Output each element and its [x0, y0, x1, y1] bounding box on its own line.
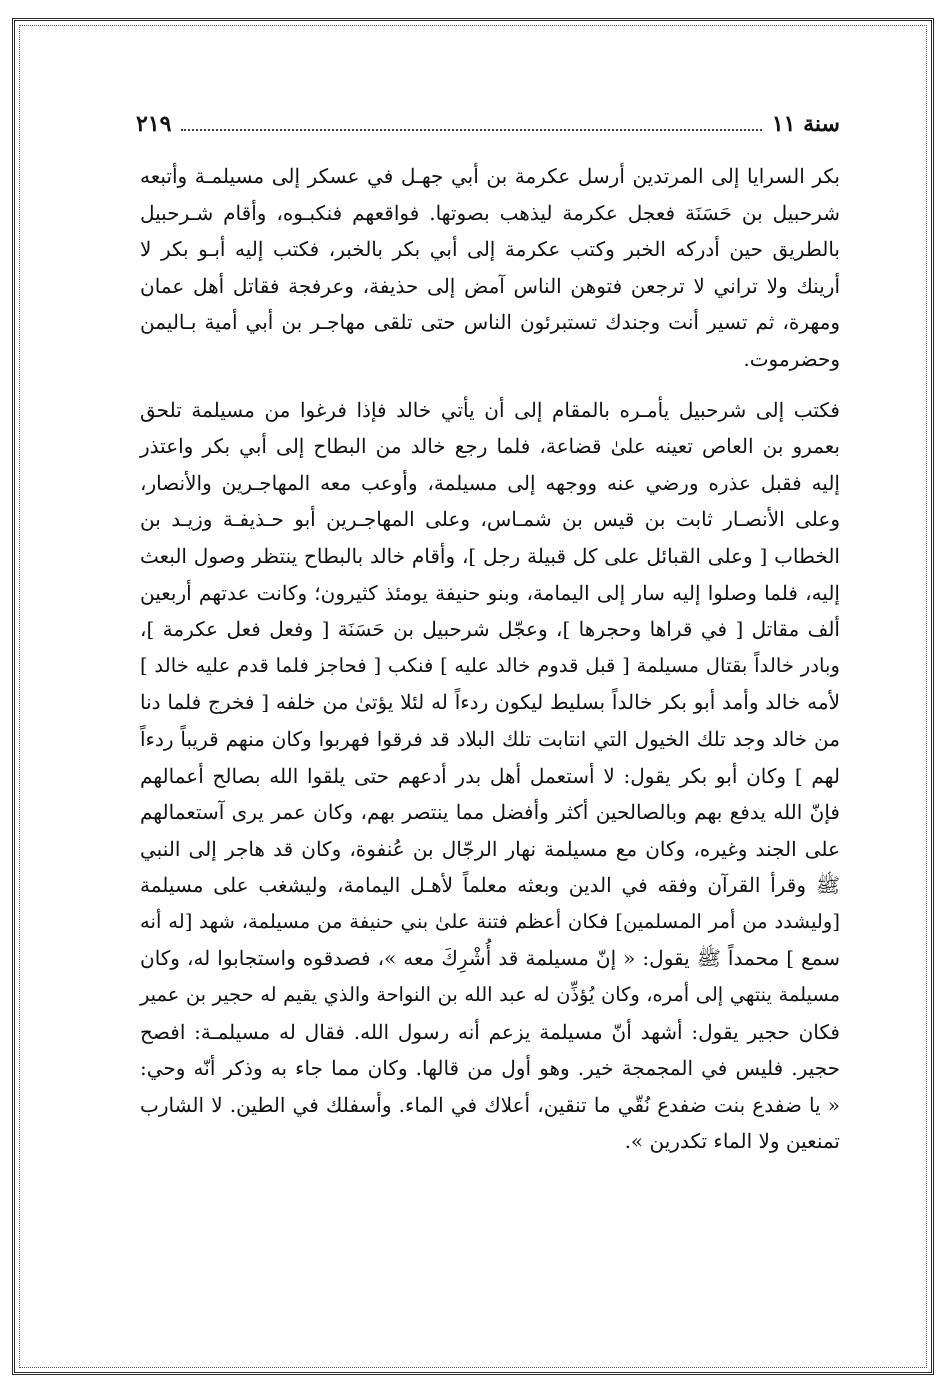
page-header: [136, 106, 840, 142]
text-line: فكان حجير يقول: أشهد أنّ مسيلمة يزعم أنه رسول الله. فقال له مسيلمـة: افصح: [140, 1019, 840, 1044]
running-head: سنة ١١: [771, 111, 840, 137]
text-line: ﷺ وقرأ القرآن وفقه في الدين وبعثه معلماً لأهـل اليمامة، وليشغب على مسيلمة: [140, 873, 840, 898]
text-line: وبادر خالداً بقتال مسيلمة [ قبل قدوم خالد عليه ] فنكب [ فحاجز فلما قدم عليه خالد ]: [140, 653, 840, 677]
text-line: « يا ضفدع بنت ضفدع نُقّي ما تنقين، أعلاك في الماء. وأسفلك في الطين. لا الشارب: [140, 1092, 840, 1117]
text-line: لأمه خالد وأمد أبو بكر خالداً بسليط ليكون ردءاً له لئلا يؤتىٰ من خلفه [ فخرج فلما دنا: [140, 690, 840, 715]
text-line: ألف مقاتل [ في قراها وحجرها ]، وعجّل شرحبيل بن حَسَنَة [ وفعل فعل عكرمة ]،: [140, 617, 840, 642]
paragraph-2: [140, 392, 840, 1160]
text-line: وعلى الأنصـار ثابت بن قيس بن شمـاس، وعلى المهاجـرين أبو حـذيفـة وزيـد بن: [140, 507, 840, 532]
text-line: شرحبيل بن حَسَنَة فعجل عكرمة ليذهب بصوتها. فواقعهم فنكبـوه، وأقام شـرحبيل: [140, 200, 840, 225]
header-dotted-rule: [181, 129, 761, 131]
text-line: وحضرموت.: [743, 346, 840, 371]
text-line: بكر السرايا إلى المرتدين أرسل عكرمة بن أبي جهـل في عسكر إلى مسيلمـة وأتبعه: [140, 164, 840, 188]
text-line: فكتب إلى شرحبيل يأمـره بالمقام إلى أن يأتي خالد فإذا فرغوا من مسيلمة تلحق: [140, 397, 840, 422]
text-line: سمع ] محمداً ﷺ يقول: « إنّ مسيلمة قد أُشْرِكَ معه »، فصدقوه واستجابوا له، وكان: [140, 946, 840, 971]
text-line: على الجند وغيره، وكان مع مسيلمة نهار الرجّال بن عُنفوة، وكان قد هاجر إلى النبي: [140, 836, 840, 861]
text-line: مسيلمة ينتهي إلى أمره، وكان يُؤذِّن له عبد الله بن النواحة والذي يقيم له حجير بن عمير: [140, 983, 840, 1007]
page-number: ٢١٩: [136, 111, 172, 137]
text-line: حجير. فليس في المجمجة خير. وهو أول من قالها. وكان مما جاء به وذكر أنّه وحي:: [140, 1056, 840, 1081]
text-line: إليه فقبل عذره ورضي عنه ووجهه إلى مسيلمة، وأوعب معه المهاجـرين والأنصار،: [140, 470, 840, 495]
text-line: تمنعين ولا الماء تكدرين ».: [624, 1129, 840, 1154]
body-text: [140, 158, 840, 1160]
text-line: من خالد وجد تلك الخيول التي انتابت تلك البلاد قد فرقوا فهربوا وكان منهم قريباً ردءاً: [140, 726, 840, 751]
text-line: إليه، فلما وصلوا إليه سار إلى اليمامة، وبنو حنيفة يومئذ كثيرون؛ وكانت عدتهم أربعين: [140, 580, 840, 605]
text-line: ومهرة، ثم تسير أنت وجندك تستبرئون الناس حتى تلقى مهاجـر بن أبي أمية بـاليمن: [140, 310, 840, 335]
text-line: لهم ] وكان أبو بكر يقول: لا أستعمل أهل بدر أدعهم حتى يلقوا الله بصالح أعمالهم: [140, 763, 840, 788]
text-line: أرينك ولا تراني لا ترجعن فتوهن الناس آمض إلى حذيفة، وعرفجة فقاتل أهل عمان: [140, 273, 840, 298]
text-line: الخطاب [ وعلى القبائل على كل قبيلة رجل ]، وأقام خالد بالبطاح ينتظر وصول البعث: [140, 543, 840, 568]
text-line: بالطريق حين أدركه الخبر وكتب عكرمة إلى أبي بكر بالخبر، فكتب إليه أبـو بكر لا: [140, 237, 840, 262]
text-line: فإنّ الله يدفع بهم وبالصالحين أكثر وأفضل مما ينتصر بهم، وكان عمر يرى آستعمالهم: [140, 800, 840, 825]
text-line: [وليشدد من أمر المسلمين] فكان أعظم فتنة علىٰ بني حنيفة من مسيلمة، شهد [له أنه: [140, 909, 840, 933]
paragraph-1: [140, 158, 840, 378]
text-line: بعمرو بن العاص تعينه علىٰ قضاعة، فلما رجع خالد من البطاح إلى أبي بكر واعتذر: [140, 434, 840, 459]
